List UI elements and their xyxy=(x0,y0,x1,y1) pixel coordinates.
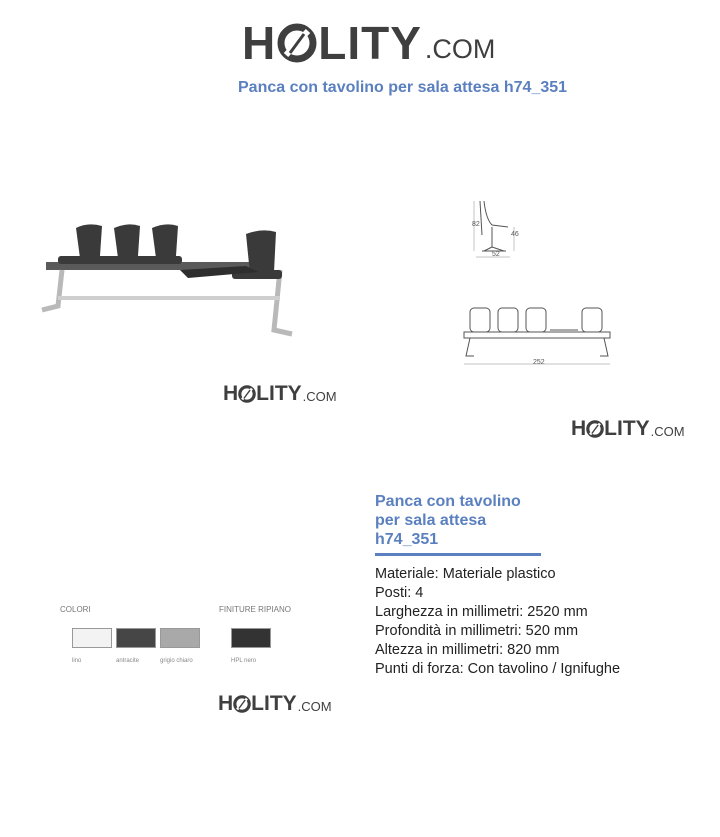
logo-com: .COM xyxy=(302,389,337,404)
swatch-hpl-nero[interactable] xyxy=(231,628,271,648)
dim-length-252: 252 xyxy=(533,359,545,366)
logo-letter-h: H xyxy=(223,382,239,405)
brand-logo[interactable] xyxy=(242,17,496,69)
spec-seats: Posti: 4 xyxy=(375,585,424,601)
product-title-line3: h74_351 xyxy=(375,531,439,548)
logo-o-icon xyxy=(277,22,317,64)
swatch-label-hpl: HPL nero xyxy=(231,658,257,664)
brand-logo-small-1[interactable] xyxy=(223,383,337,405)
swatch-lino[interactable] xyxy=(72,628,112,648)
swatch-label-grigio: grigio chiaro xyxy=(160,658,193,664)
spec-width: Larghezza in millimetri: 2520 mm xyxy=(375,604,588,620)
logo-o-icon xyxy=(233,694,251,714)
logo-letter-h: H xyxy=(218,692,234,715)
logo-com: .COM xyxy=(424,34,496,64)
logo-letters-lity: LITY xyxy=(256,382,302,405)
swatch-antracite[interactable] xyxy=(116,628,156,648)
product-title xyxy=(375,492,575,549)
colors-label: COLORI xyxy=(60,605,91,614)
dim-height-82: 82 xyxy=(472,221,480,228)
page-title: Panca con tavolino per sala attesa h74_351 xyxy=(238,79,568,96)
spec-height: Altezza in millimetri: 820 mm xyxy=(375,642,560,658)
logo-o-icon xyxy=(586,419,604,439)
swatch-label-antracite: antracite xyxy=(116,658,140,664)
spec-features: Punti di forza: Con tavolino / Ignifughe xyxy=(375,661,621,677)
logo-o-icon xyxy=(238,384,256,404)
logo-letters-lity: LITY xyxy=(604,417,650,440)
swatch-grigio-chiaro[interactable] xyxy=(160,628,200,648)
logo-letters-lity: LITY xyxy=(251,692,297,715)
dim-height-46: 46 xyxy=(511,231,519,238)
dim-depth-52: 52 xyxy=(492,251,500,258)
spec-material: Materiale: Materiale plastico xyxy=(375,566,556,582)
swatch-label-lino: lino xyxy=(72,658,82,664)
logo-letters-lity: LITY xyxy=(318,17,422,69)
product-photo-bench xyxy=(36,210,306,360)
logo-com: .COM xyxy=(650,424,685,439)
brand-logo-small-2[interactable] xyxy=(571,418,685,440)
spec-list xyxy=(375,565,620,679)
technical-drawing-side xyxy=(470,195,530,265)
spec-depth: Profondità in millimetri: 520 mm xyxy=(375,623,579,639)
logo-letter-h: H xyxy=(571,417,587,440)
title-divider xyxy=(375,553,541,556)
logo-com: .COM xyxy=(297,699,332,714)
finish-label: FINITURE RIPIANO xyxy=(219,605,292,614)
logo-letter-h: H xyxy=(242,17,277,69)
product-title-line2: per sala attesa xyxy=(375,512,487,529)
product-title-line1: Panca con tavolino xyxy=(375,493,521,510)
brand-logo-small-3[interactable] xyxy=(218,693,332,715)
